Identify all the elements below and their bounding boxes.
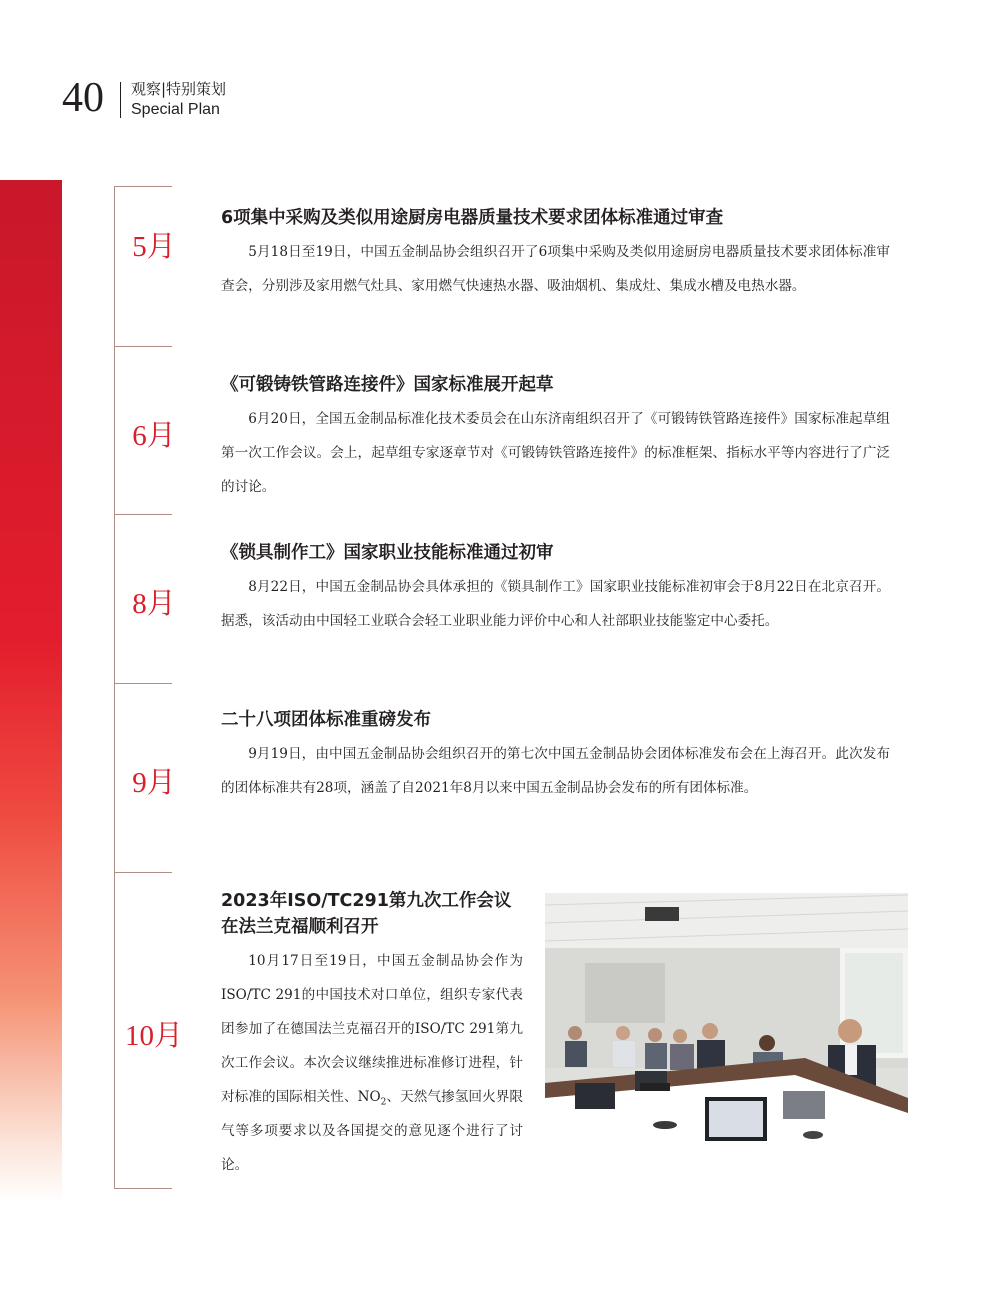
timeline-tick bbox=[114, 514, 172, 515]
meeting-photo-illustration bbox=[545, 893, 908, 1157]
entry-title: 《可锻铸铁管路连接件》国家标准展开起草 bbox=[221, 375, 554, 395]
entry-body: 5月18日至19日，中国五金制品协会组织召开了6项集中采购及类似用途厨房电器质量技术要求团体标准审查会，分别涉及家用燃气灶具、家用燃气快速热水器、吸油烟机、集成灶、集成水槽及电热水器。 bbox=[221, 244, 890, 294]
timeline-tick bbox=[114, 872, 172, 873]
timeline-tick bbox=[114, 346, 172, 347]
subscript-2: 2 bbox=[380, 1097, 387, 1108]
timeline-entry bbox=[221, 707, 890, 805]
section-title-cn: 观察|特别策划 bbox=[131, 80, 227, 98]
entry-body bbox=[221, 944, 523, 1182]
timeline-month-august: 8月 bbox=[132, 588, 176, 620]
entry-title: 二十八项团体标准重磅发布 bbox=[221, 710, 431, 730]
entry-body: 8月22日，中国五金制品协会具体承担的《锁具制作工》国家职业技能标准初审会于8月22日在北京召开。据悉，该活动由中国轻工业联合会轻工业职业能力评价中心和人社部职业技能鉴定中心委托。 bbox=[221, 579, 890, 629]
timeline-entry bbox=[221, 888, 523, 1182]
timeline-line bbox=[114, 186, 115, 1188]
page-number: 40 bbox=[62, 75, 104, 121]
entry-title: 《锁具制作工》国家职业技能标准通过初审 bbox=[221, 543, 554, 563]
timeline-month-september: 9月 bbox=[132, 767, 176, 799]
entry-title-line1: 2023年ISO/TC291第九次工作会议 bbox=[221, 891, 512, 911]
meeting-photo bbox=[545, 893, 908, 1157]
side-color-bar bbox=[0, 180, 62, 1202]
timeline-month-may: 5月 bbox=[132, 231, 176, 263]
header-divider bbox=[120, 82, 121, 118]
entry-body: 6月20日，全国五金制品标准化技术委员会在山东济南组织召开了《可锻铸铁管路连接件》国家标准起草组第一次工作会议。会上，起草组专家逐章节对《可锻铸铁管路连接件》的标准框架、指标水平等内容进行了广泛的讨论。 bbox=[221, 411, 890, 495]
entry-body-part: 10月17日至19日，中国五金制品协会作为ISO/TC 291的中国技术对口单位，组织专家代表团参加了在德国法兰克福召开的ISO/TC 291第九次工作会议。本次会议继续推进标准修订进程，针对标准的国际相关性、NO bbox=[221, 953, 523, 1105]
entry-title-line2: 在法兰克福顺利召开 bbox=[221, 917, 379, 937]
entry-body-part: 、天然气掺氢回火界限气等多项要求以及各国提交的意见逐个进行了讨论。 bbox=[221, 1089, 523, 1173]
timeline-month-june: 6月 bbox=[132, 420, 176, 452]
entry-body: 9月19日，由中国五金制品协会组织召开的第七次中国五金制品协会团体标准发布会在上海召开。此次发布的团体标准共有28项，涵盖了自2021年8月以来中国五金制品协会发布的所有团体标准。 bbox=[221, 746, 890, 796]
timeline-tick bbox=[114, 186, 172, 187]
timeline-entry bbox=[221, 205, 890, 303]
section-title-en: Special Plan bbox=[131, 101, 220, 118]
timeline-entry bbox=[221, 540, 890, 638]
timeline-entry bbox=[221, 372, 890, 504]
entry-title: 6项集中采购及类似用途厨房电器质量技术要求团体标准通过审查 bbox=[221, 208, 724, 228]
timeline-month-october: 10月 bbox=[124, 1020, 183, 1052]
timeline-tick bbox=[114, 683, 172, 684]
timeline-tick bbox=[114, 1188, 172, 1189]
